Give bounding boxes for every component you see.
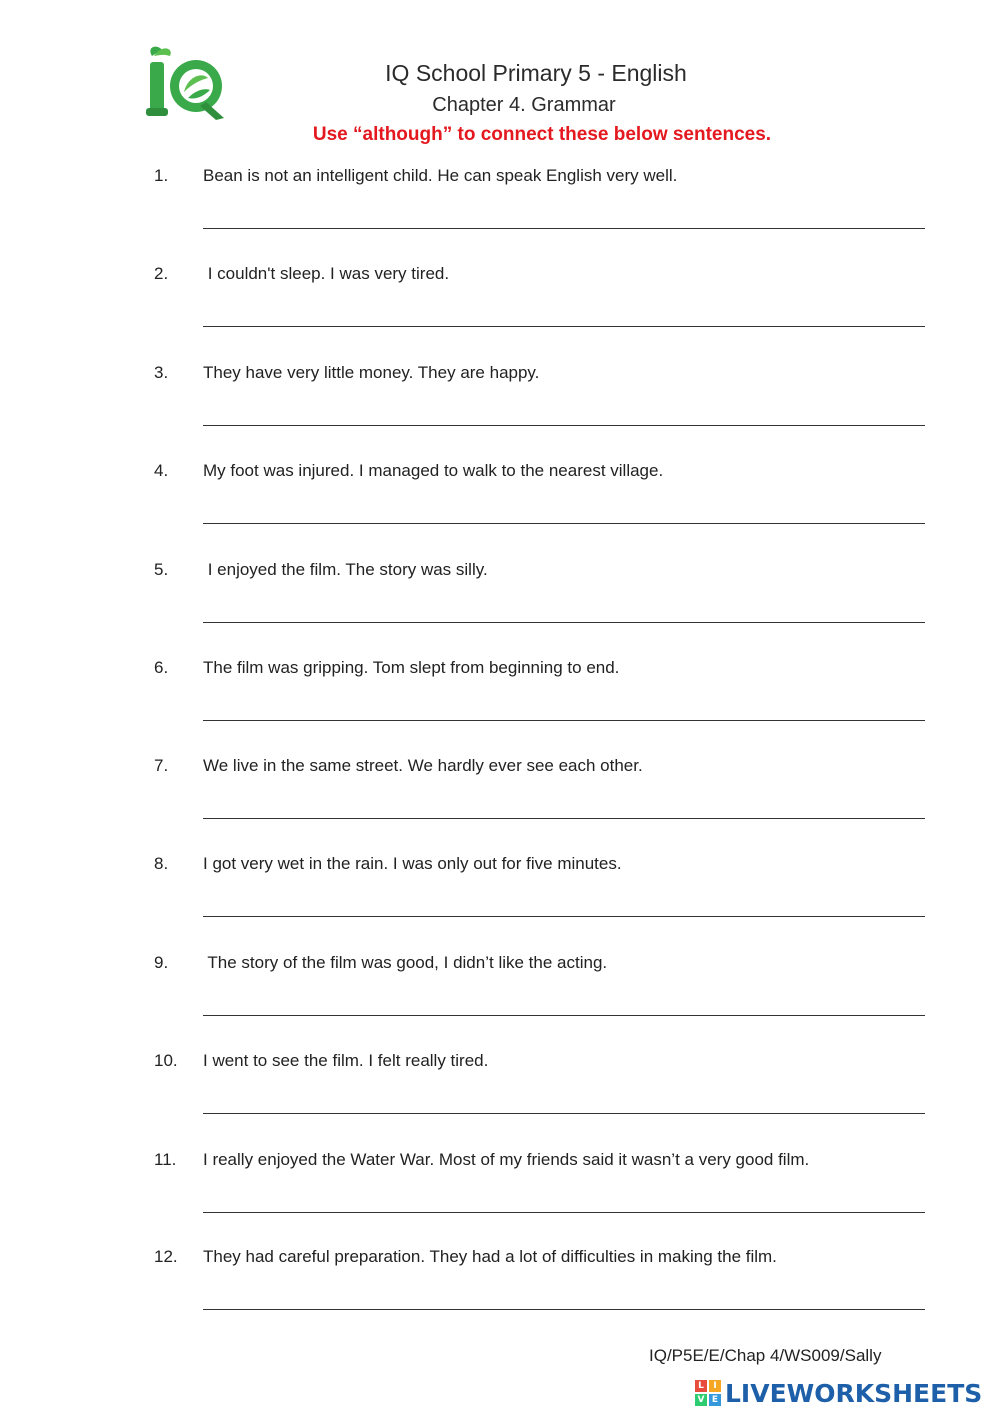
question-number: 7. <box>154 756 169 775</box>
brand-tile: E <box>709 1394 721 1406</box>
chapter-subtitle: Chapter 4. Grammar <box>432 94 616 116</box>
question-number: 10. <box>154 1051 178 1070</box>
question-text: They had careful preparation. They had a lot of difficulties in making the film. <box>203 1247 777 1266</box>
question-number: 11. <box>154 1150 177 1169</box>
answer-field[interactable] <box>203 997 925 1016</box>
question-item <box>0 1150 1000 1248</box>
question-item <box>0 166 1000 264</box>
question-item <box>0 264 1000 362</box>
question-text: My foot was injured. I managed to walk to the nearest village. <box>203 461 664 480</box>
answer-field[interactable] <box>203 308 925 327</box>
question-text: Bean is not an intelligent child. He can speak English very well. <box>203 166 678 185</box>
answer-field[interactable] <box>203 898 925 917</box>
answer-field[interactable] <box>203 1095 925 1114</box>
liveworksheets-logo[interactable] <box>695 1378 982 1408</box>
answer-field[interactable] <box>203 1194 925 1213</box>
question-number: 2. <box>154 264 169 283</box>
question-number: 3. <box>154 363 169 382</box>
question-text: The story of the film was good, I didn’t like the acting. <box>203 953 608 972</box>
question-text: I couldn't sleep. I was very tired. <box>203 264 450 283</box>
question-number: 6. <box>154 658 169 677</box>
question-number: 12. <box>154 1247 178 1266</box>
liveworksheets-brand: LIVEWORKSHEETS <box>725 1378 983 1408</box>
question-item <box>0 953 1000 1051</box>
question-number: 5. <box>154 560 169 579</box>
question-text: I went to see the film. I felt really tired. <box>203 1051 489 1070</box>
answer-field[interactable] <box>203 702 925 721</box>
answer-field[interactable] <box>203 800 925 819</box>
answer-field[interactable] <box>203 210 925 229</box>
question-text: I enjoyed the film. The story was silly. <box>203 560 488 579</box>
brand-tile: I <box>709 1380 721 1392</box>
question-text: We live in the same street. We hardly ever see each other. <box>203 756 643 775</box>
question-item <box>0 1247 1000 1345</box>
answer-field[interactable] <box>203 1291 925 1310</box>
instruction-text: Use “although” to connect these below sentences. <box>312 124 772 145</box>
question-item <box>0 363 1000 461</box>
answer-field[interactable] <box>203 407 925 426</box>
question-text: I really enjoyed the Water War. Most of my friends said it wasn’t a very good film. <box>203 1150 810 1169</box>
question-text: The film was gripping. Tom slept from beginning to end. <box>203 658 620 677</box>
worksheet-title: IQ School Primary 5 - English <box>385 60 687 86</box>
answer-field[interactable] <box>203 604 925 623</box>
answer-field[interactable] <box>203 505 925 524</box>
question-item <box>0 1051 1000 1149</box>
question-item <box>0 560 1000 658</box>
question-text: They have very little money. They are happy. <box>203 363 540 382</box>
brand-tile: V <box>695 1394 707 1406</box>
question-number: 8. <box>154 854 169 873</box>
question-item <box>0 756 1000 854</box>
question-text: I got very wet in the rain. I was only out for five minutes. <box>203 854 622 873</box>
worksheet-code: IQ/P5E/E/Chap 4/WS009/Sally <box>649 1346 882 1365</box>
question-item <box>0 658 1000 756</box>
question-item <box>0 461 1000 559</box>
brand-tile: L <box>695 1380 707 1392</box>
question-item <box>0 854 1000 952</box>
question-number: 4. <box>154 461 169 480</box>
liveworksheets-tiles-icon <box>695 1380 721 1406</box>
question-number: 9. <box>154 953 169 972</box>
question-number: 1. <box>154 166 169 185</box>
